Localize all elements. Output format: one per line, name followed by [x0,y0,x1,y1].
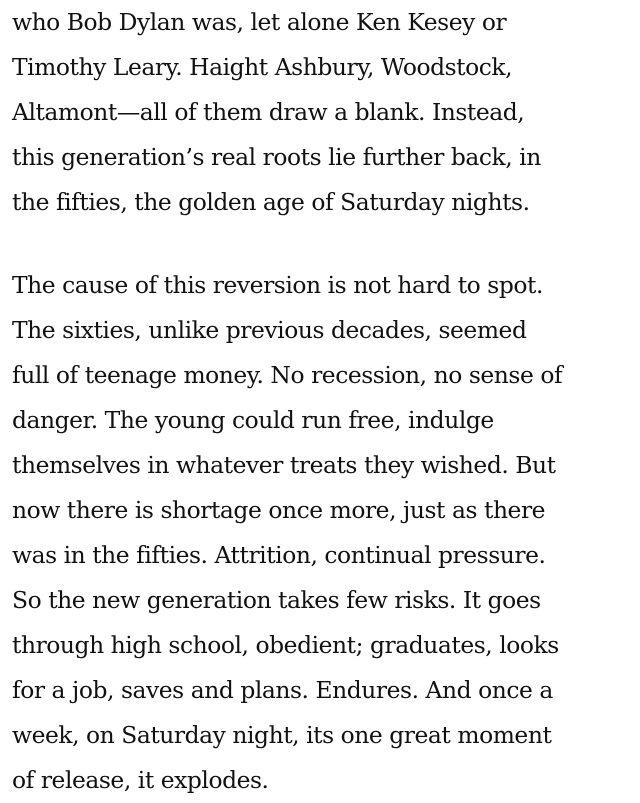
text-line: the fifties, the golden age of Saturday nights. [12,188,530,216]
text-line: Altamont—all of them draw a blank. Instead, [12,98,525,126]
text-line: danger. The young could run free, indulge [12,406,494,434]
text-line: this generation’s real roots lie further back, in [12,143,541,171]
text-line: The sixties, unlike previous decades, seemed [12,316,527,344]
text-line: full of teenage money. No recession, no sense of [12,361,563,389]
text-line: Timothy Leary. Haight Ashbury, Woodstock, [12,53,513,81]
text-line: The cause of this reversion is not hard to spot. [12,271,543,299]
text-line: who Bob Dylan was, let alone Ken Kesey or [12,8,507,36]
paragraph-1 [12,0,541,225]
text-line: for a job, saves and plans. Endures. And once a [12,676,553,704]
text-line: of release, it explodes. [12,766,269,794]
text-line: week, on Saturday night, its one great moment [12,721,552,749]
text-line: So the new generation takes few risks. It goes [12,586,541,614]
text-line: through high school, obedient; graduates, looks [12,631,559,659]
paragraph-2 [12,263,562,803]
text-line: now there is shortage once more, just as there [12,496,546,524]
text-line: was in the fifties. Attrition, continual pressure. [12,541,546,569]
text-line: themselves in whatever treats they wished. But [12,451,556,479]
